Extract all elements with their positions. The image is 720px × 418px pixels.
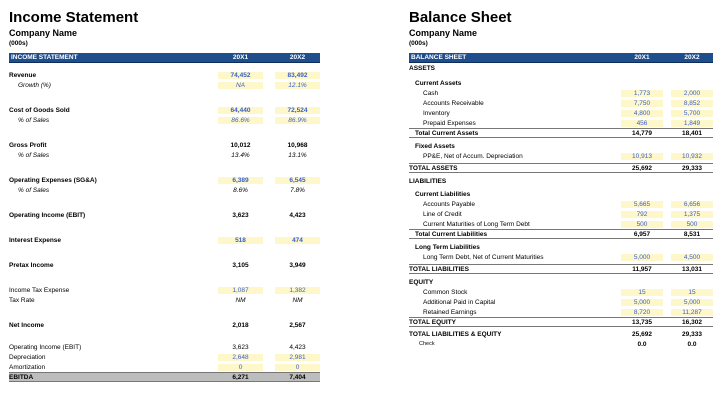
- line-of-credit-row: [409, 209, 713, 219]
- cell-20x2: 29,333: [682, 330, 702, 338]
- cell-20x1[interactable]: 5,665: [621, 201, 663, 208]
- income-statement-panel: [9, 0, 320, 382]
- cell-20x2[interactable]: 10,932: [671, 153, 713, 160]
- cell-20x2[interactable]: 474: [275, 237, 320, 244]
- cell-20x1[interactable]: 7,750: [621, 100, 663, 107]
- tax-rate-row: [9, 295, 320, 305]
- row-label: ASSETS: [409, 65, 436, 72]
- cell-20x2: 0.0: [687, 340, 697, 348]
- cell-20x2[interactable]: 2,000: [671, 90, 713, 97]
- cell-20x1: 86.6%: [218, 117, 263, 124]
- inventory-row: [409, 108, 713, 118]
- cell-20x2: 2,567: [289, 321, 306, 329]
- row-label: Additional Paid in Capital: [423, 298, 496, 306]
- row-label: Total Current Assets: [415, 129, 479, 137]
- cell-20x1[interactable]: 15: [621, 289, 663, 296]
- cell-20x1[interactable]: 0: [218, 364, 263, 371]
- amortization-row: [9, 362, 320, 372]
- gross-pct-row: [9, 150, 320, 160]
- income-statement-title: Income Statement: [9, 9, 139, 26]
- cell-20x2: 29,333: [682, 164, 702, 172]
- row-label: Long Term Debt, Net of Current Maturities: [423, 253, 544, 261]
- cell-20x2: 13.1%: [288, 151, 307, 159]
- ebit-row: [9, 210, 320, 220]
- row-label: Cost of Goods Sold: [9, 106, 70, 114]
- current-maturities-row: [409, 219, 713, 229]
- row-label: Depreciation: [9, 353, 46, 361]
- cell-20x1: 0.0: [637, 340, 647, 348]
- cell-20x1: 6,271: [232, 373, 249, 381]
- row-label: Line of Credit: [423, 210, 462, 218]
- growth-row: [9, 80, 320, 90]
- cell-20x2: NM: [292, 296, 303, 304]
- row-label: Common Stock: [423, 288, 468, 296]
- cell-20x1: 2,018: [232, 321, 249, 329]
- row-label: TOTAL LIABILITIES & EQUITY: [409, 330, 502, 338]
- current-liabilities-heading: [409, 189, 713, 199]
- cell-20x2[interactable]: 83,492: [275, 72, 320, 79]
- cell-20x1: 14,779: [632, 129, 652, 137]
- cogs-row: [9, 105, 320, 115]
- units-label: (000s): [409, 40, 428, 47]
- cash-row: [409, 88, 713, 98]
- row-label: Current Assets: [415, 79, 462, 87]
- cell-20x2: 8,531: [683, 230, 701, 238]
- row-label: % of Sales: [18, 186, 50, 194]
- cell-20x2[interactable]: 0: [275, 364, 320, 371]
- cell-20x1[interactable]: 5,000: [621, 254, 663, 261]
- cell-20x2[interactable]: 72,524: [275, 107, 320, 114]
- row-label: TOTAL LIABILITIES: [409, 265, 469, 273]
- cell-20x1: 13.4%: [231, 151, 250, 159]
- ebitda-row: [9, 372, 320, 382]
- cell-20x1[interactable]: 1,773: [621, 90, 663, 97]
- cell-20x2: 4,423: [289, 211, 306, 219]
- cell-20x2[interactable]: 5,700: [671, 110, 713, 117]
- balance-sheet-panel: [409, 0, 713, 349]
- cell-20x2: 13,031: [682, 265, 702, 273]
- cell-20x2: 12.1%: [275, 82, 320, 89]
- cell-20x2: 86.9%: [275, 117, 320, 124]
- row-label: Pretax Income: [9, 261, 54, 269]
- cell-20x2[interactable]: 4,500: [671, 254, 713, 261]
- total-current-liabilities-row: [409, 229, 713, 239]
- row-label: Tax Rate: [9, 296, 35, 304]
- row-label: EBITDA: [9, 373, 34, 381]
- cell-20x2[interactable]: 11,287: [671, 309, 713, 316]
- accounts-receivable-row: [409, 98, 713, 108]
- header-col2: 20X2: [289, 54, 306, 61]
- row-label: EQUITY: [409, 278, 434, 286]
- cell-20x1: 25,692: [632, 330, 652, 338]
- cell-20x2: 4,423: [289, 343, 306, 351]
- row-label: Cash: [423, 89, 439, 97]
- row-label: Total Current Liabilities: [415, 230, 488, 238]
- depreciation-row: [9, 352, 320, 362]
- total-assets-row: [409, 163, 713, 173]
- cell-20x1: 3,623: [232, 211, 249, 219]
- cell-20x1[interactable]: 456: [621, 120, 663, 127]
- cell-20x2[interactable]: 6,656: [671, 201, 713, 208]
- check-row: [409, 339, 713, 349]
- cogs-pct-row: [9, 115, 320, 125]
- row-label: Income Tax Expense: [9, 286, 70, 294]
- row-label: Check: [419, 341, 435, 347]
- row-label: Net Income: [9, 321, 45, 329]
- balance-sheet-header: [409, 53, 713, 63]
- row-label: % of Sales: [18, 151, 50, 159]
- liabilities-heading: [409, 176, 713, 186]
- total-current-assets-row: [409, 128, 713, 138]
- cell-20x1: 11,957: [632, 265, 652, 273]
- header-col1: 20X1: [232, 54, 249, 61]
- long-term-liabilities-heading: [409, 242, 713, 252]
- company-name: Company Name: [9, 28, 78, 38]
- income-statement-header: [9, 53, 320, 63]
- cell-20x2[interactable]: 5,000: [671, 299, 713, 306]
- row-label: Revenue: [9, 71, 37, 79]
- cell-20x2[interactable]: 8,852: [671, 100, 713, 107]
- cell-20x1: 6,957: [633, 230, 651, 238]
- row-label: Growth (%): [18, 81, 51, 89]
- revenue-row: [9, 70, 320, 80]
- row-label: Operating Income (EBIT): [9, 343, 82, 351]
- equity-heading: [409, 277, 713, 287]
- tax-row: [9, 285, 320, 295]
- row-label: Prepaid Expenses: [423, 119, 476, 127]
- row-label: Accounts Receivable: [423, 99, 484, 107]
- common-stock-row: [409, 287, 713, 297]
- cell-20x2[interactable]: 2,981: [275, 354, 320, 361]
- ebit-row-2: [9, 342, 320, 352]
- total-liabilities-row: [409, 264, 713, 274]
- row-label: TOTAL ASSETS: [409, 164, 458, 172]
- row-label: TOTAL EQUITY: [409, 318, 456, 326]
- prepaid-row: [409, 118, 713, 128]
- cell-20x1[interactable]: 2,648: [218, 354, 263, 361]
- cell-20x1[interactable]: 6,389: [218, 177, 263, 184]
- cell-20x1: 13,735: [632, 318, 652, 326]
- cell-20x1: 8.6%: [233, 186, 248, 194]
- retained-earnings-row: [409, 307, 713, 317]
- cell-20x1[interactable]: 1,087: [218, 287, 263, 294]
- row-label: Inventory: [423, 109, 450, 117]
- row-label: Retained Earnings: [423, 308, 477, 316]
- row-label: Operating Income (EBIT): [9, 211, 86, 219]
- total-equity-row: [409, 317, 713, 327]
- net-income-row: [9, 320, 320, 330]
- interest-row: [9, 235, 320, 245]
- cell-20x1[interactable]: 10,913: [621, 153, 663, 160]
- cell-20x2: 10,968: [287, 141, 308, 149]
- cell-20x1[interactable]: 8,720: [621, 309, 663, 316]
- apic-row: [409, 297, 713, 307]
- cell-20x2: 16,302: [682, 318, 702, 326]
- cell-20x1[interactable]: 500: [621, 221, 663, 228]
- row-label: LIABILITIES: [409, 177, 447, 185]
- cell-20x1: 3,623: [232, 343, 249, 351]
- cell-20x1[interactable]: 4,800: [621, 110, 663, 117]
- cell-20x1: NA: [218, 82, 263, 89]
- header-label: BALANCE SHEET: [411, 54, 467, 61]
- total-liabilities-equity-row: [409, 329, 713, 339]
- opex-pct-row: [9, 185, 320, 195]
- row-label: Operating Expenses (SG&A): [9, 176, 97, 184]
- row-label: Current Maturities of Long Term Debt: [423, 220, 530, 228]
- cell-20x2: 18,401: [682, 129, 702, 137]
- gross-profit-row: [9, 140, 320, 150]
- row-label: PP&E, Net of Accum. Depreciation: [423, 152, 523, 160]
- row-label: Interest Expense: [9, 236, 62, 244]
- company-name: Company Name: [409, 28, 478, 38]
- cell-20x1: 10,012: [230, 141, 251, 149]
- long-term-debt-row: [409, 252, 713, 262]
- header-col2: 20X2: [684, 54, 700, 61]
- cell-20x2[interactable]: 500: [671, 221, 713, 228]
- cell-20x2: 3,949: [289, 261, 306, 269]
- cell-20x1[interactable]: 792: [621, 211, 663, 218]
- fixed-assets-heading: [409, 141, 713, 151]
- cell-20x2: 7.8%: [290, 186, 305, 194]
- cell-20x1[interactable]: 5,000: [621, 299, 663, 306]
- cell-20x1: NM: [235, 296, 246, 304]
- pretax-row: [9, 260, 320, 270]
- row-label: Accounts Payable: [423, 200, 476, 208]
- cell-20x2[interactable]: 6,545: [275, 177, 320, 184]
- row-label: Gross Profit: [9, 141, 47, 149]
- header-col1: 20X1: [634, 54, 650, 61]
- cell-20x1[interactable]: 64,440: [218, 107, 263, 114]
- units-label: (000s): [9, 40, 28, 47]
- row-label: Amortization: [9, 363, 46, 371]
- row-label: Current Liabilities: [415, 190, 471, 198]
- cell-20x2: 7,404: [289, 373, 306, 381]
- balance-sheet-title: Balance Sheet: [409, 9, 512, 26]
- cell-20x1: 3,105: [232, 261, 249, 269]
- row-label: Fixed Assets: [415, 142, 455, 150]
- cell-20x2[interactable]: 15: [671, 289, 713, 296]
- cell-20x2[interactable]: 1,382: [275, 287, 320, 294]
- cell-20x2[interactable]: 1,849: [671, 120, 713, 127]
- opex-row: [9, 175, 320, 185]
- assets-heading: [409, 63, 713, 74]
- row-label: Long Term Liabilities: [415, 243, 480, 251]
- accounts-payable-row: [409, 199, 713, 209]
- cell-20x1[interactable]: 74,452: [218, 72, 263, 79]
- cell-20x2[interactable]: 1,375: [671, 211, 713, 218]
- cell-20x1: 25,692: [632, 164, 652, 172]
- row-label: % of Sales: [18, 116, 50, 124]
- cell-20x1[interactable]: 518: [218, 237, 263, 244]
- ppe-row: [409, 151, 713, 161]
- current-assets-heading: [409, 78, 713, 88]
- header-label: INCOME STATEMENT: [11, 54, 78, 61]
